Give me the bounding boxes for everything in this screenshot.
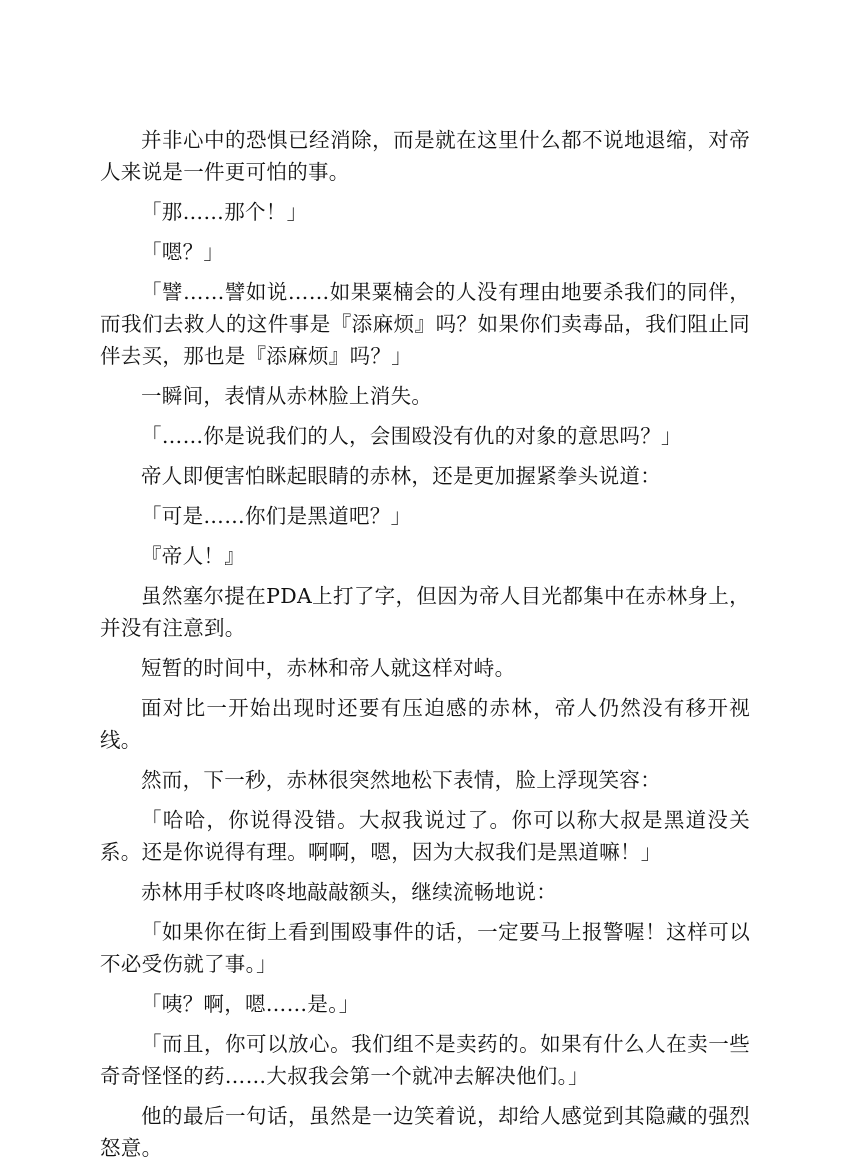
document-body	[100, 124, 750, 1172]
paragraph: 「而且，你可以放心。我们组不是卖药的。如果有什么人在卖一些奇奇怪怪的药……大叔我会第一个就冲去解决他们。」	[100, 1032, 750, 1088]
paragraph: 「如果你在街上看到围殴事件的话，一定要马上报警喔！这样可以不必受伤就了事。」	[100, 920, 750, 976]
paragraph: 赤林用手杖咚咚地敲敲额头，继续流畅地说：	[141, 880, 557, 904]
paragraph: 短暂的时间中，赤林和帝人就这样对峙。	[141, 656, 516, 680]
paragraph: 「哈哈，你说得没错。大叔我说过了。你可以称大叔是黑道没关系。还是你说得有理。啊啊，嗯，因为大叔我们是黑道嘛！」	[100, 808, 750, 864]
paragraph: 「譬……譬如说……如果粟楠会的人没有理由地要杀我们的同伴，而我们去救人的这件事是『添麻烦』吗？如果你们卖毒品，我们阻止同伴去买，那也是『添麻烦』吗？」	[100, 280, 750, 368]
paragraph: 「可是……你们是黑道吧？」	[141, 504, 412, 528]
paragraph: 虽然塞尔提在PDA上打了字，但因为帝人目光都集中在赤林身上，并没有注意到。	[100, 584, 750, 640]
paragraph: 然而，下一秒，赤林很突然地松下表情，脸上浮现笑容：	[141, 768, 661, 792]
paragraph: 他的最后一句话，虽然是一边笑着说，却给人感觉到其隐藏的强烈怒意。	[100, 1104, 750, 1160]
paragraph: 并非心中的恐惧已经消除，而是就在这里什么都不说地退缩，对帝人来说是一件更可怕的事。	[100, 128, 750, 184]
paragraph: 『帝人！』	[141, 544, 245, 568]
paragraph: 「……你是说我们的人，会围殴没有仇的对象的意思吗？」	[141, 424, 682, 448]
paragraph: 「那……那个！」	[141, 200, 308, 224]
paragraph: 「咦？啊，嗯……是。」	[141, 992, 360, 1016]
paragraph: 一瞬间，表情从赤林脸上消失。	[141, 384, 433, 408]
paragraph: 「嗯？」	[141, 240, 225, 264]
paragraph: 面对比一开始出现时还要有压迫感的赤林，帝人仍然没有移开视线。	[100, 696, 750, 752]
paragraph: 帝人即便害怕眯起眼睛的赤林，还是更加握紧拳头说道：	[141, 464, 661, 488]
